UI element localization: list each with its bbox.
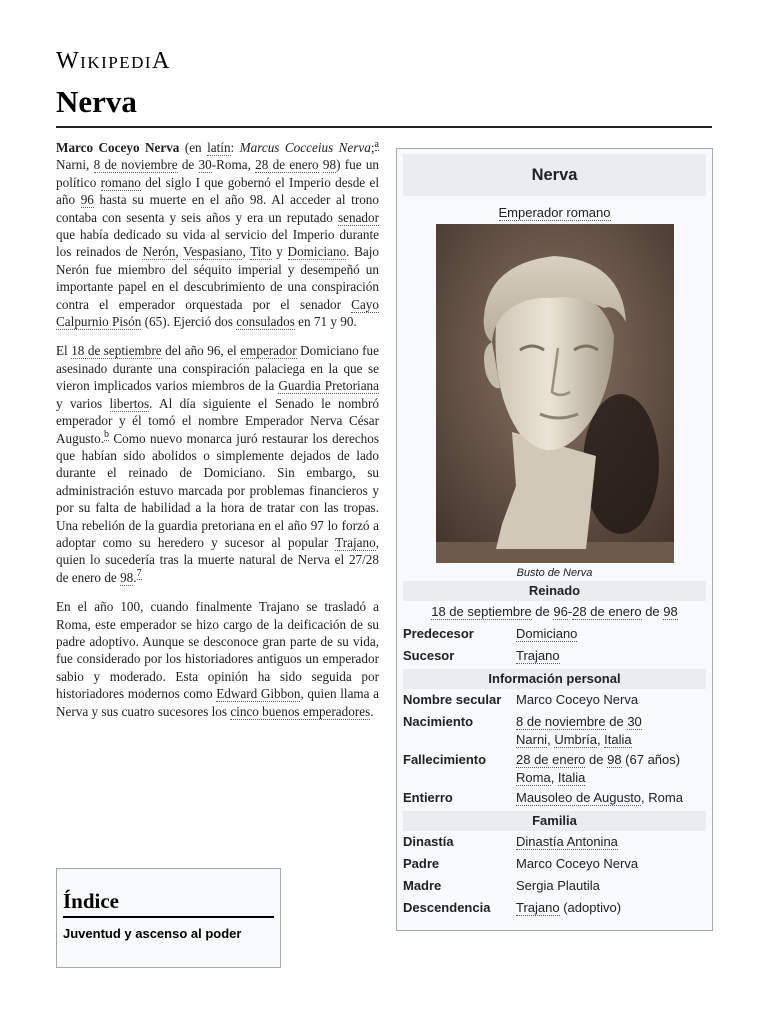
text: Domiciano fue asesinado durante una conspiración palaciega en la que se vieron implicados varios miembros de la: [56, 343, 379, 394]
lead-bold-name: Marco Coceyo Nerva: [56, 140, 180, 155]
text: ,: [547, 732, 555, 747]
row-madre: [403, 875, 706, 897]
link-8-noviembre[interactable]: 8 de noviembre: [93, 157, 178, 173]
text: de: [585, 752, 608, 767]
link-98[interactable]: 98: [607, 752, 622, 767]
link-trajano[interactable]: Trajano: [516, 900, 560, 915]
text: (65). Ejerció dos: [141, 314, 237, 330]
link-libertos[interactable]: libertos: [109, 395, 150, 411]
toc-item-juventud[interactable]: Juventud y ascenso al poder: [63, 926, 242, 941]
link-roma[interactable]: Roma: [516, 770, 551, 785]
link-18-septiembre[interactable]: 18 de septiembre: [431, 604, 532, 619]
latin-name: Marcus Cocceius Nerva: [239, 140, 371, 155]
text: y varios: [56, 395, 110, 411]
link-latin[interactable]: latín: [207, 140, 231, 155]
link-domiciano[interactable]: Domiciano: [287, 244, 347, 260]
infobox: [396, 148, 713, 931]
link-trajano[interactable]: Trajano: [516, 648, 560, 663]
text: -: [567, 604, 573, 619]
text: (adoptivo): [559, 900, 622, 915]
reign-dates: [403, 601, 706, 623]
note-b[interactable]: b: [104, 429, 109, 441]
infobox-subtitle: [403, 205, 706, 220]
label-nombre-secular: Nombre secular: [403, 692, 502, 707]
value-nombre-secular: Marco Coceyo Nerva: [516, 692, 639, 707]
link-italia[interactable]: Italia: [604, 732, 632, 747]
row-descendencia: [403, 897, 706, 919]
link-8-noviembre[interactable]: 8 de noviembre: [516, 714, 606, 729]
link-guardia-pretoriana[interactable]: Guardia Pretoriana: [278, 378, 380, 394]
row-nacimiento: [403, 711, 706, 749]
link-30[interactable]: 30: [627, 714, 642, 729]
text: ;: [370, 140, 375, 155]
page-title: Nerva: [56, 84, 137, 119]
label-dinastia: Dinastía: [403, 834, 454, 849]
link-dinastia-antonina[interactable]: Dinastía Antonina: [516, 834, 618, 849]
label-sucesor: Sucesor: [403, 648, 455, 663]
title-divider: [56, 126, 712, 128]
label-fallecimiento: Fallecimiento: [403, 752, 487, 767]
link-trajano[interactable]: Trajano: [335, 534, 376, 550]
table-of-contents: [56, 868, 281, 968]
reference-7[interactable]: 7: [136, 568, 142, 580]
link-neron[interactable]: Nerón: [142, 244, 176, 260]
paragraph-3: [56, 598, 379, 720]
text: y: [271, 244, 288, 260]
infobox-title: Nerva: [403, 154, 706, 196]
link-98[interactable]: 98: [663, 604, 678, 619]
link-28-enero[interactable]: 28 de enero: [572, 604, 642, 619]
link-emperador[interactable]: emperador: [240, 343, 297, 359]
paragraph-2: [56, 342, 379, 586]
row-nombre-secular: [403, 689, 706, 711]
link-98-death[interactable]: 98: [120, 569, 134, 585]
label-entierro: Entierro: [403, 790, 453, 805]
link-mausoleo-de-augusto[interactable]: Mausoleo de Augusto: [516, 790, 642, 805]
text: , quien lo sucedería tras la muerte natural de Nerva el 27/28 de enero de: [56, 534, 379, 585]
link-98[interactable]: 98: [322, 157, 337, 173]
text: ,: [175, 244, 184, 260]
article-body: [56, 139, 379, 732]
link-vespasiano[interactable]: Vespasiano: [183, 244, 243, 260]
link-narni[interactable]: Narni: [516, 732, 548, 747]
link-30[interactable]: 30: [198, 157, 212, 173]
label-descendencia: Descendencia: [403, 900, 491, 915]
link-senador[interactable]: senador: [337, 209, 379, 225]
link-18-septiembre[interactable]: 18 de septiembre: [71, 343, 162, 359]
logo-ikipedi: IKIPEDI: [80, 53, 153, 72]
link-28-enero[interactable]: 28 de enero: [516, 752, 586, 767]
row-dinastia: [403, 831, 706, 853]
link-28-enero[interactable]: 28 de enero: [255, 157, 319, 173]
link-96[interactable]: 96: [80, 192, 94, 208]
link-umbria[interactable]: Umbría: [554, 732, 597, 747]
text: En el año 100, cuando finalmente Trajano se trasladó a Roma, este emperador se hizo cargo de la deificación de su padre adoptivo. Aunque se desconoce gran parte de su vida, fue considerado por los historiadores antiguos un emperador sabio y moderado. Esta opinión ha sido seguida por historiadores modernos como: [56, 599, 379, 702]
label-predecesor: Predecesor: [403, 626, 474, 641]
row-padre: [403, 853, 706, 875]
link-romano[interactable]: romano: [100, 174, 141, 190]
text: Narni,: [56, 157, 94, 173]
row-sucesor: [403, 645, 706, 667]
toc-heading: Índice: [63, 889, 274, 918]
label-madre: Madre: [403, 878, 442, 893]
logo-a: A: [152, 48, 171, 74]
text: ,: [596, 732, 605, 747]
section-header-informacion-personal: Información personal: [403, 669, 706, 689]
link-cinco-buenos-emperadores[interactable]: cinco buenos emperadores: [230, 703, 371, 719]
link-edward-gibbon[interactable]: Edward Gibbon: [216, 686, 301, 702]
note-a[interactable]: a: [374, 138, 379, 150]
link-domiciano[interactable]: Domiciano: [516, 626, 578, 641]
section-header-reinado: Reinado: [403, 581, 706, 601]
text: , quien llama a Nerva y sus cuatro sucesores los: [56, 686, 379, 719]
paragraph-1: [56, 139, 379, 330]
link-tito[interactable]: Tito: [250, 244, 272, 260]
text: de: [641, 604, 664, 619]
image-caption: Busto de Nerva: [516, 567, 593, 579]
text: (en: [179, 140, 208, 155]
text: .: [133, 569, 137, 585]
text: . Bajo Nerón fue miembro del séquito imperial y desempeñó un importante papel en el descubrimiento de una conspiración contra el emperador orquestada por el senador: [56, 244, 379, 312]
bust-image[interactable]: [436, 224, 674, 563]
link-cayo-calpurnio-pison[interactable]: Cayo Calpurnio Pisón: [56, 296, 379, 330]
text: ,: [550, 770, 558, 785]
text: que había dedicado su vida al servicio del Imperio durante los reinados de: [56, 227, 379, 260]
row-fallecimiento: [403, 749, 706, 787]
link-consulados[interactable]: consulados: [236, 314, 295, 330]
row-entierro: [403, 787, 706, 809]
label-padre: Padre: [403, 856, 440, 871]
text: ) fue un político: [56, 157, 380, 190]
text: .: [370, 703, 374, 719]
text: -Roma,: [211, 157, 256, 173]
text: . Al día siguiente el Senado le nombró emperador y él tomó el nombre Emperador Nerva César Augusto.: [56, 395, 379, 446]
text: (67 años): [621, 752, 681, 767]
wikipedia-logo[interactable]: [56, 48, 171, 75]
text: de: [605, 714, 628, 729]
text: , Roma: [641, 790, 683, 805]
text: de: [531, 604, 554, 619]
text: en 71 y 90.: [294, 314, 357, 330]
value-padre: Marco Coceyo Nerva: [516, 856, 639, 871]
logo-w: W: [56, 48, 81, 74]
label-nacimiento: Nacimiento: [403, 714, 474, 729]
value-madre: Sergia Plautila: [516, 878, 600, 893]
text: Como nuevo monarca juró restaurar los derechos que habían sido abolidos o simplemente dejados de lado durante el reinado de Domiciano. Sin embargo, su administración estuvo marcada por problemas financieros y por su falta de habilidad a la hora de tratar con las tropas. Una rebelión de la guardia pretoriana en el año 97 lo forzó a adoptar como su heredero y sucesor al popular: [56, 430, 379, 550]
text: El: [56, 343, 72, 359]
link-italia[interactable]: Italia: [557, 770, 586, 785]
row-predecesor: [403, 623, 706, 645]
text: del año 96, el: [161, 343, 241, 359]
text: ,: [242, 244, 251, 260]
text: del siglo I que gobernó el Imperio desde el año: [56, 174, 379, 208]
text: de: [177, 157, 199, 173]
section-header-familia: Familia: [403, 811, 706, 831]
text: :: [230, 140, 240, 155]
link-emperador-romano[interactable]: Emperador romano: [498, 205, 611, 220]
text: hasta su muerte en el año 98. Al acceder al trono contaba con sesenta y seis años y era un reputado: [56, 192, 379, 225]
link-96[interactable]: 96: [553, 604, 568, 619]
